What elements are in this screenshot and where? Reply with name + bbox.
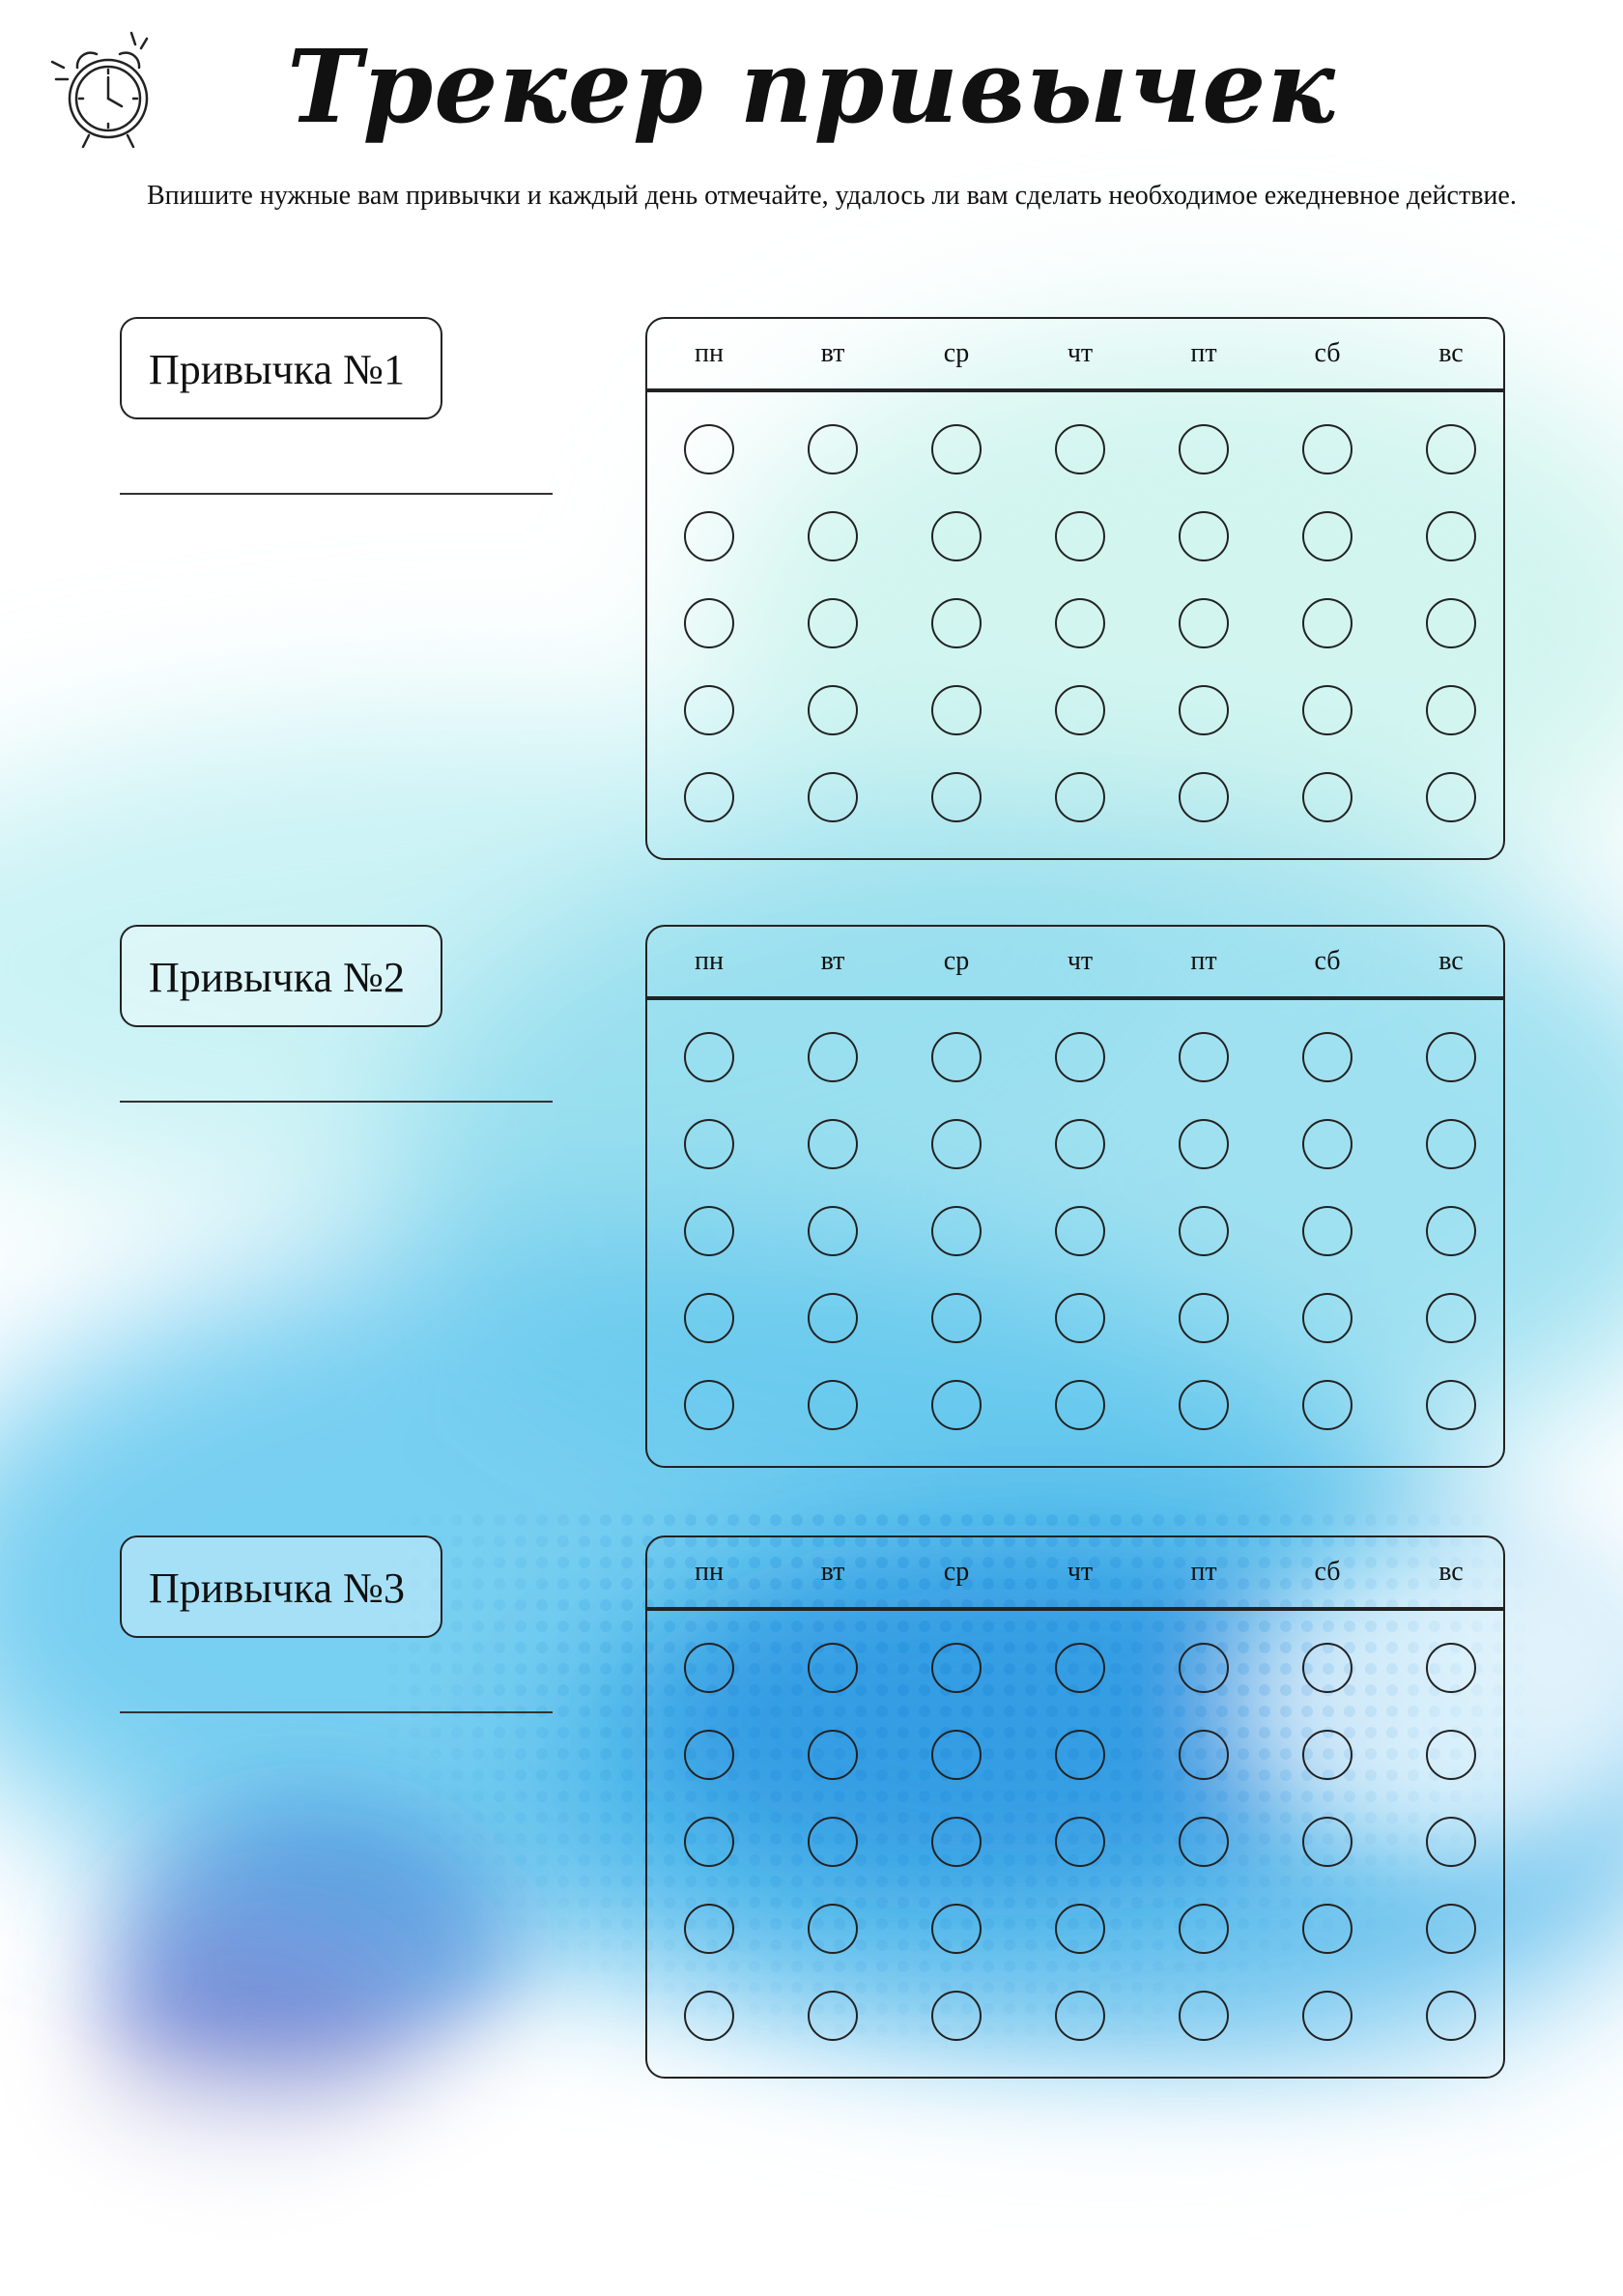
day-header: вт	[820, 946, 845, 976]
day-check-circle[interactable]	[1302, 1380, 1352, 1430]
day-check-circle[interactable]	[684, 1817, 734, 1867]
day-check-circle[interactable]	[931, 511, 982, 561]
day-check-circle[interactable]	[1426, 598, 1476, 648]
day-check-circle[interactable]	[1426, 424, 1476, 474]
day-check-circle[interactable]	[1055, 772, 1105, 822]
day-header: пн	[695, 1557, 724, 1587]
day-check-circle[interactable]	[1426, 1643, 1476, 1693]
grid-header-divider	[647, 388, 1503, 392]
day-check-circle[interactable]	[931, 1643, 982, 1693]
day-header: чт	[1067, 338, 1094, 368]
day-check-circle[interactable]	[1302, 1991, 1352, 2041]
day-check-circle[interactable]	[1302, 772, 1352, 822]
day-check-circle[interactable]	[1426, 685, 1476, 735]
day-check-circle[interactable]	[1179, 1730, 1229, 1780]
day-check-circle[interactable]	[1179, 598, 1229, 648]
day-check-circle[interactable]	[1302, 511, 1352, 561]
day-check-circle[interactable]	[684, 685, 734, 735]
day-header: сб	[1314, 946, 1341, 976]
day-check-circle[interactable]	[1179, 685, 1229, 735]
day-check-circle[interactable]	[1302, 598, 1352, 648]
day-check-circle[interactable]	[1055, 1380, 1105, 1430]
day-check-circle[interactable]	[808, 1643, 858, 1693]
day-check-circle[interactable]	[1302, 1817, 1352, 1867]
habit-write-line-1[interactable]	[120, 493, 553, 495]
day-check-circle[interactable]	[808, 1206, 858, 1256]
habit-write-line-2[interactable]	[120, 1101, 553, 1103]
habit-label-2: Привычка №2	[149, 954, 406, 1001]
day-check-circle[interactable]	[1055, 511, 1105, 561]
day-check-circle[interactable]	[808, 598, 858, 648]
day-check-circle[interactable]	[931, 1904, 982, 1954]
day-check-circle[interactable]	[931, 424, 982, 474]
day-check-circle[interactable]	[684, 1904, 734, 1954]
day-check-circle[interactable]	[808, 1904, 858, 1954]
day-check-circle[interactable]	[684, 772, 734, 822]
day-check-circle[interactable]	[1055, 1293, 1105, 1343]
day-check-circle[interactable]	[1179, 1817, 1229, 1867]
day-check-circle[interactable]	[808, 1032, 858, 1082]
intro-text: Впишите нужные вам привычки и каждый день отмечайте, удалось ли вам сделать необходимое ежедневное действие.	[147, 181, 1517, 211]
day-check-circle[interactable]	[684, 1032, 734, 1082]
day-check-circle[interactable]	[1302, 1119, 1352, 1169]
day-check-circle[interactable]	[1426, 1817, 1476, 1867]
habit-name-box-3[interactable]	[120, 1535, 442, 1638]
habit-tracker-grid-2	[645, 925, 1505, 1468]
day-check-circle[interactable]	[1055, 1904, 1105, 1954]
day-check-circle[interactable]	[1302, 1904, 1352, 1954]
day-check-circle[interactable]	[1055, 598, 1105, 648]
day-check-circle[interactable]	[1302, 424, 1352, 474]
grid-header-divider	[647, 996, 1503, 1000]
day-check-circle[interactable]	[808, 424, 858, 474]
day-header: пт	[1190, 946, 1217, 976]
day-check-circle[interactable]	[1426, 1293, 1476, 1343]
day-check-circle[interactable]	[1426, 1206, 1476, 1256]
day-check-circle[interactable]	[931, 1817, 982, 1867]
day-header: пн	[695, 946, 724, 976]
day-check-circle[interactable]	[1426, 1991, 1476, 2041]
day-check-circle[interactable]	[684, 511, 734, 561]
day-check-circle[interactable]	[1426, 772, 1476, 822]
day-check-circle[interactable]	[684, 1119, 734, 1169]
day-check-circle[interactable]	[1426, 1904, 1476, 1954]
day-check-circle[interactable]	[1179, 511, 1229, 561]
day-header: пт	[1190, 1557, 1217, 1587]
habit-label-3: Привычка №3	[149, 1564, 406, 1612]
day-check-circle[interactable]	[1055, 424, 1105, 474]
day-header: чт	[1067, 1557, 1094, 1587]
habit-name-box-1[interactable]	[120, 317, 442, 419]
day-check-circle[interactable]	[1055, 1119, 1105, 1169]
day-check-circle[interactable]	[1055, 1817, 1105, 1867]
habit-write-line-3[interactable]	[120, 1711, 553, 1713]
day-check-circle[interactable]	[1179, 772, 1229, 822]
day-check-circle[interactable]	[1179, 1119, 1229, 1169]
day-check-circle[interactable]	[931, 685, 982, 735]
day-check-circle[interactable]	[1426, 511, 1476, 561]
day-check-circle[interactable]	[1302, 1032, 1352, 1082]
day-check-circle[interactable]	[1179, 1293, 1229, 1343]
day-header: сб	[1314, 1557, 1341, 1587]
day-check-circle[interactable]	[808, 1817, 858, 1867]
grid-header-divider	[647, 1607, 1503, 1611]
day-check-circle[interactable]	[808, 511, 858, 561]
day-check-circle[interactable]	[1179, 1904, 1229, 1954]
page-title: Трекер привычек	[287, 27, 1336, 146]
day-check-circle[interactable]	[1055, 685, 1105, 735]
day-check-circle[interactable]	[808, 772, 858, 822]
day-header: ср	[943, 1557, 970, 1587]
day-check-circle[interactable]	[1179, 1643, 1229, 1693]
day-header: ср	[943, 946, 970, 976]
day-header: вс	[1438, 338, 1464, 368]
day-check-circle[interactable]	[684, 1206, 734, 1256]
day-check-circle[interactable]	[808, 685, 858, 735]
day-header: пт	[1190, 338, 1217, 368]
day-check-circle[interactable]	[808, 1380, 858, 1430]
day-check-circle[interactable]	[684, 1730, 734, 1780]
day-check-circle[interactable]	[684, 1293, 734, 1343]
day-check-circle[interactable]	[1055, 1991, 1105, 2041]
day-check-circle[interactable]	[1302, 1643, 1352, 1693]
day-check-circle[interactable]	[1055, 1643, 1105, 1693]
day-check-circle[interactable]	[931, 1730, 982, 1780]
day-check-circle[interactable]	[1179, 1380, 1229, 1430]
day-check-circle[interactable]	[931, 1293, 982, 1343]
day-check-circle[interactable]	[808, 1991, 858, 2041]
day-header: вс	[1438, 946, 1464, 976]
habit-tracker-grid-3	[645, 1535, 1505, 2079]
day-header: ср	[943, 338, 970, 368]
habit-label-1: Привычка №1	[149, 346, 406, 393]
day-check-circle[interactable]	[808, 1119, 858, 1169]
habit-name-box-2[interactable]	[120, 925, 442, 1027]
day-header: вт	[820, 1557, 845, 1587]
day-check-circle[interactable]	[931, 772, 982, 822]
day-check-circle[interactable]	[1179, 1206, 1229, 1256]
day-check-circle[interactable]	[931, 1991, 982, 2041]
day-check-circle[interactable]	[808, 1293, 858, 1343]
day-header: вт	[820, 338, 845, 368]
day-check-circle[interactable]	[1179, 1032, 1229, 1082]
day-check-circle[interactable]	[1179, 1991, 1229, 2041]
day-check-circle[interactable]	[1302, 685, 1352, 735]
day-check-circle[interactable]	[684, 1643, 734, 1693]
day-header: сб	[1314, 338, 1341, 368]
day-check-circle[interactable]	[1426, 1380, 1476, 1430]
day-header: вс	[1438, 1557, 1464, 1587]
day-check-circle[interactable]	[931, 598, 982, 648]
day-check-circle[interactable]	[1426, 1119, 1476, 1169]
day-header: пн	[695, 338, 724, 368]
day-check-circle[interactable]	[1302, 1293, 1352, 1343]
day-check-circle[interactable]	[1426, 1032, 1476, 1082]
day-check-circle[interactable]	[1055, 1206, 1105, 1256]
day-check-circle[interactable]	[808, 1730, 858, 1780]
day-check-circle[interactable]	[1302, 1730, 1352, 1780]
habit-tracker-grid-1	[645, 317, 1505, 860]
day-check-circle[interactable]	[931, 1032, 982, 1082]
day-check-circle[interactable]	[1302, 1206, 1352, 1256]
day-check-circle[interactable]	[1179, 424, 1229, 474]
day-check-circle[interactable]	[931, 1380, 982, 1430]
day-check-circle[interactable]	[1055, 1730, 1105, 1780]
day-check-circle[interactable]	[684, 1380, 734, 1430]
day-header: чт	[1067, 946, 1094, 976]
day-check-circle[interactable]	[931, 1119, 982, 1169]
day-check-circle[interactable]	[931, 1206, 982, 1256]
day-check-circle[interactable]	[684, 424, 734, 474]
day-check-circle[interactable]	[1426, 1730, 1476, 1780]
day-check-circle[interactable]	[684, 1991, 734, 2041]
day-check-circle[interactable]	[1055, 1032, 1105, 1082]
day-check-circle[interactable]	[684, 598, 734, 648]
